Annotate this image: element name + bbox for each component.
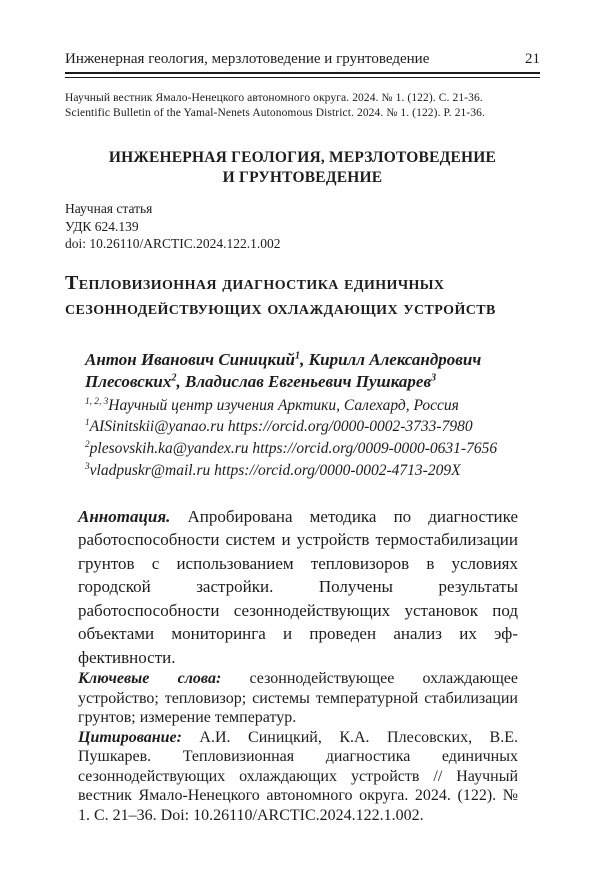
bibliographic-citation-ru: Научный вестник Ямало-Ненецкого автономного округа. 2024. № 1. (122). С. 21-36. — [65, 92, 483, 104]
author-name: , Кирилл Александрович Плесовских — [85, 349, 482, 391]
contact-superscript: 2 — [85, 439, 90, 450]
keywords-paragraph — [78, 669, 518, 728]
journal-section-title: Инженерная геология, мерзлотоведение и грунтоведение — [65, 51, 430, 67]
keywords-text: сезоннодействующее охлаждающее устройство; тепловизор; системы температурной стабилизации грунтов; измерение температур. — [78, 670, 518, 726]
author-email: AISinitskii@yanao.ru — [89, 417, 225, 435]
page-number: 21 — [525, 51, 540, 67]
udc-number: УДК 624.139 — [65, 218, 139, 234]
author-name: Антон Иванович Синицкий — [85, 349, 295, 369]
article-type-label: Научная статья — [65, 201, 153, 216]
orcid-url: https://orcid.org/0009-0000-0631-7656 — [252, 439, 498, 457]
abstract-text: Апробирована методика по диагностике работоспособности систем и устройств термостабилизации грунтов с использованием тепловизоров в условиях городской застройки. Получены результаты работоспособности сезоннодействующих установок под объектами мониторинга и проведен анализ их эффективности. — [78, 506, 518, 667]
abstract-section — [78, 505, 518, 826]
contact-line — [85, 438, 540, 460]
abstract-label: Аннотация. — [78, 506, 171, 526]
section-heading-line2: И ГРУНТОВЕДЕНИЕ — [222, 169, 383, 186]
abstract-paragraph — [78, 505, 518, 670]
contacts-block — [85, 416, 540, 482]
doi-number: doi: 10.26110/ARCTIC.2024.122.1.002 — [65, 236, 281, 251]
contact-superscript: 1 — [85, 417, 90, 428]
header-rule-divider — [65, 72, 540, 78]
author-name: , Владислав Евгеньевич Пушкарев — [176, 371, 432, 391]
author-superscript: 3 — [431, 371, 437, 383]
contact-line — [85, 416, 540, 438]
affiliation-superscript: 1, 2, 3 — [85, 396, 109, 407]
orcid-url: https://orcid.org/0000-0002-4713-209X — [214, 461, 461, 479]
author-email: plesovskih.ka@yandex.ru — [89, 439, 249, 457]
section-heading-line1: ИНЖЕНЕРНАЯ ГЕОЛОГИЯ, МЕРЗЛОТОВЕДЕНИЕ — [108, 149, 497, 166]
article-title-line1: Тепловизионная диагностика единичных — [65, 271, 445, 294]
bibliographic-citation-en: Scientific Bulletin of the Yamal-Nenets Autonomous District. 2024. № 1. (122). P. 21-36. — [65, 107, 486, 119]
author-superscript: 1 — [295, 349, 301, 361]
author-superscript: 2 — [171, 371, 177, 383]
citation-text: А.И. Синицкий, К.А. Плесовских, В.Е. Пушкарев. Тепловизионная диагностика единичных сезоннодействующих охлаждающих устройств // Научный вестник Ямало-Ненецкого автономного округа. 2024. (122). № 1. С. 21–36. Doi: 10.26110/ARCTIC.2024.122.1.002. — [78, 728, 518, 824]
author-email: vladpuskr@mail.ru — [89, 461, 211, 479]
citation-paragraph — [78, 728, 518, 826]
article-title — [65, 271, 540, 321]
citation-label: Цитирование: — [78, 728, 182, 746]
affiliation-line — [85, 395, 540, 416]
bibliographic-block — [65, 91, 540, 121]
running-head — [65, 50, 540, 78]
contact-line — [85, 460, 540, 482]
affiliation-text: Научный центр изучения Арктики, Салехард, Россия — [108, 396, 459, 414]
section-heading — [65, 148, 540, 188]
article-meta — [65, 200, 540, 253]
article-title-line2: сезоннодействующих охлаждающих устройств — [65, 296, 496, 319]
authors-line — [85, 349, 540, 393]
keywords-label: Ключевые слова: — [78, 670, 222, 687]
contact-superscript: 3 — [85, 461, 90, 472]
orcid-url: https://orcid.org/0000-0002-3733-7980 — [227, 417, 473, 435]
